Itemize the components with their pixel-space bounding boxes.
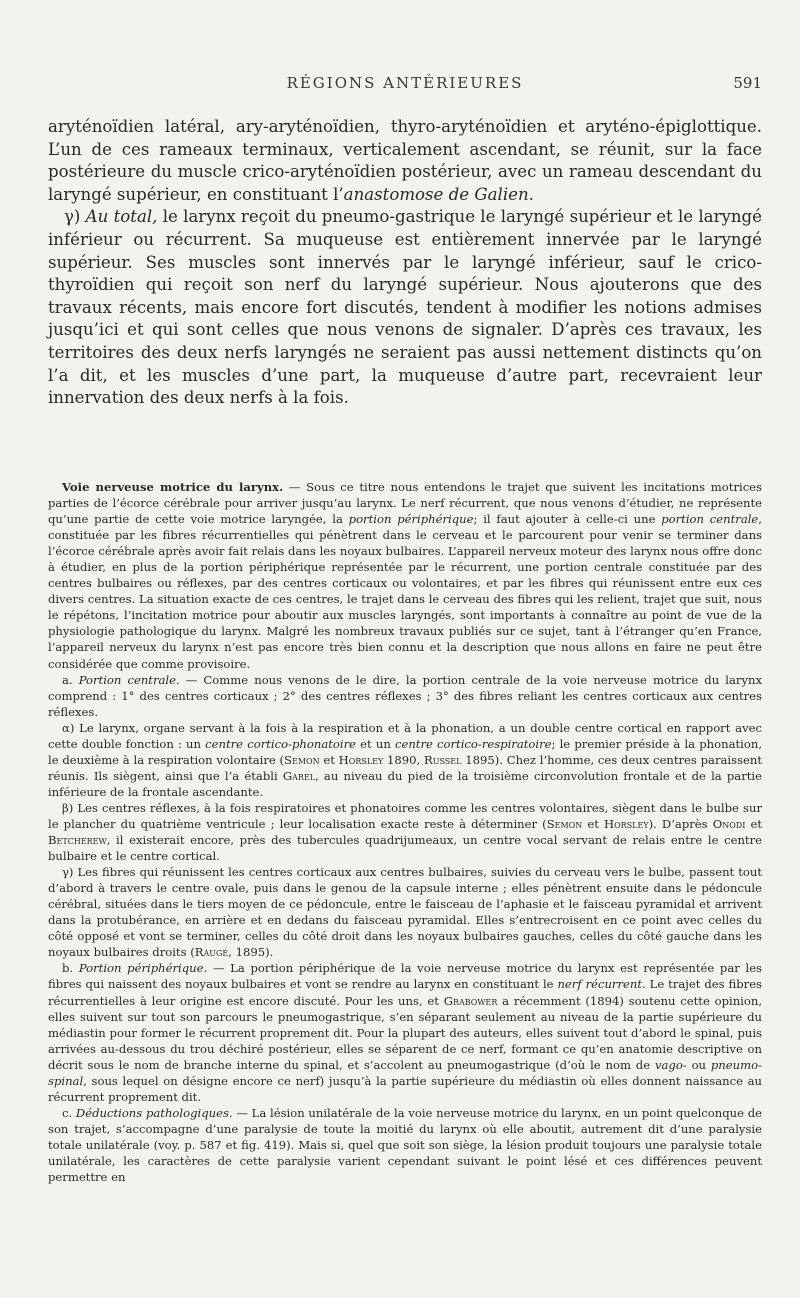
author-name: Semon <box>546 816 583 831</box>
subsection-title: Déductions pathologiques <box>75 1105 229 1120</box>
text-run: ou <box>686 1057 711 1072</box>
item-marker: c. <box>62 1105 76 1120</box>
running-head: RÉGIONS ANTÉRIEURES <box>286 74 524 92</box>
main-text <box>48 116 762 410</box>
text-run: γ) Les fibres qui réunissent les centres corticaux aux centres bulbaires, suivies du cerveau vers le bulbe, passent tout d’abord à travers le centre ovale, puis dans le genou de la capsule interne ; elles pénètrent ensuite dans le pédoncule cérébral, situées dans le tiers moyen de ce pédoncule, entre le faisceau de l’aphasie et le faisceau pyramidal et arrivent dans la protubérance, en arrière et en dedans du faisceau pyramidal. Elles s’entrecroisent en ce point avec celles du côté opposé et vont se terminer, celles du côté droit dans les noyaux bulbaires gauches, celles du côté gauche dans les noyaux bulbaires droits ( <box>48 865 762 960</box>
note-gamma <box>48 864 762 960</box>
text-run: , il existerait encore, près des tubercules quadrijumeaux, un centre vocal servant de relais entre le centre bulbaire et le centre cortical. <box>48 833 762 864</box>
text-run: ; il faut ajouter à celle-ci une <box>473 512 662 527</box>
text-run: et <box>745 816 762 831</box>
paragraph-anastomose <box>48 116 762 206</box>
text-run: le larynx reçoit du pneumo-gastrique le laryngé supérieur et le laryngé inférieur ou récurrent. Sa muqueuse est entièrement innervée par le laryngé supérieur. Ses muscles sont innervés par le laryngé inférieur, sauf le crico-thyroïdien qui reçoit son nerf du laryngé supérieur. Nous ajouterons que des travaux récents, mais encore fort discutés, tendent à modifier les notions admises jusqu’ici et qui sont celles que nous venons de signaler. D’après ces travaux, les territoires des deux nerfs laryngés ne seraient pas aussi nettement distincts qu’on l’a dit, et les muscles d’une part, la muqueuse d’autre part, recevraient leur innervation des deux nerfs à la fois. <box>48 207 762 408</box>
subsection-title: Portion centrale <box>78 672 176 687</box>
text-run: β) Les centres réflexes, à la fois respiratoires et phonatoires comme les centres volontaires, siègent dans le bulbe sur le plancher du quatrième ventricule ; leur localisation exacte reste à déterminer ( <box>48 800 762 831</box>
term-emphasis: vago- <box>654 1057 687 1072</box>
note-voie-nerveuse <box>48 479 762 672</box>
page-number: 591 <box>733 74 762 92</box>
item-marker: b. <box>62 961 79 976</box>
author-name: Grabower <box>443 993 498 1008</box>
page-header <box>48 74 762 96</box>
item-marker: a. <box>62 672 79 687</box>
paragraph-au-total <box>48 206 762 409</box>
text-run: ). D’après <box>648 816 713 831</box>
subsection-title: Portion périphérique <box>78 961 204 976</box>
text-run: et <box>319 752 339 767</box>
author-name: Onodi <box>712 816 746 831</box>
note-beta <box>48 800 762 864</box>
author-name: Russel <box>424 752 462 767</box>
text-run: ; le premier préside à la phonation, le deuxième à la respiration volontaire ( <box>48 736 763 767</box>
note-alpha <box>48 720 762 800</box>
note-deductions <box>48 1105 762 1185</box>
text-run: , au niveau du pied de la troisième circonvolution frontale et de la partie inférieure de la frontale ascendante. <box>48 768 762 799</box>
note-portion-centrale <box>48 672 762 720</box>
author-name: Betcherew <box>48 833 107 848</box>
item-marker: γ) <box>64 207 86 227</box>
text-run: , 1895). <box>228 945 274 960</box>
text-run: — Sous ce titre nous entendons le trajet que suivent les incitations motrices parties de l’écorce cérébrale pour arriver jusqu’au larynx. Le nerf récurrent, que nous venons d’étudier, ne représente qu’une partie de cette voie motrice laryngée, la <box>48 480 762 527</box>
term-emphasis: pneumo-spinal <box>48 1057 762 1088</box>
author-name: Horsley <box>604 816 649 831</box>
text-run: . — La lésion unilatérale de la voie nerveuse motrice du larynx, en un point quelconque de son trajet, s’accompagne d’une paralysie de toute la moitié du larynx où elle aboutit, autrement dit d’une paralysie totale unilatérale (voy. p. 587 et fig. 419). Mais si, quel que soit son siège, la lésion produit toujours une paralysie totale unilatérale, les caractères de cette paralysie varient cependant suivant le point lésé et ces différences peuvent permettre en <box>48 1105 762 1185</box>
text-run: . — La portion périphérique de la voie nerveuse motrice du larynx est représentée par les fibres qui naissent des noyaux bulbaires et vont se rendre au larynx en constituant le <box>48 961 762 992</box>
term-emphasis: portion périphérique <box>348 512 474 527</box>
text-run: et un <box>356 736 395 751</box>
text-run: aryténoïdien latéral, ary-aryténoïdien, thyro-aryténoïdien et aryténo-épiglottique. L’un de ces rameaux terminaux, verticalement ascendant, se réunit, sur la face postérieure du muscle crico-aryténoïdien postérieur, avec un rameau descendant du laryngé supérieur, en constituant l’ <box>48 117 762 204</box>
text-run: , constituée par les fibres récurrentielles qui pénètrent dans le cerveau et le parcourent pour venir se terminer dans l’écorce cérébrale après avoir fait relais dans les noyaux bulbaires. L’appareil nerveux moteur des larynx nous offre donc à étudier, en plus de la portion périphérique représentée par le récurrent, une portion centrale constituée par des centres bulbaires ou réflexes, par des centres corticaux ou volontaires, et par les fibres qui réunissent entre eux ces divers centres. La situation exacte de ces centres, le trajet dans le cerveau des fibres qui les relient, trajet que suit, nous le répétons, l’incitation motrice pour aboutir aux muscles laryngés, sont importants à connaître au point de vue de la physiologie pathologique du larynx. Malgré les nombreux travaux publiés sur ce sujet, tant à l’étranger qu’en France, l’appareil nerveux du larynx n’est pas encore très bien connu et la description que nous allons en faire ne peut être considérée que comme provisoire. <box>48 512 762 671</box>
text-run: . — Comme nous venons de le dire, la portion centrale de la voie nerveuse motrice du larynx comprend : 1° des centres corticaux ; 2° des centres réflexes ; 3° des fibres reliant les centres corticaux aux centres réflexes. <box>48 672 762 719</box>
term-emphasis: anastomose de Galien <box>343 184 529 204</box>
author-name: Horsley <box>338 752 384 767</box>
author-name: Semon <box>284 752 320 767</box>
text-run: . Le trajet des fibres récurrentielles à leur origine est encore discuté. Pour les uns, et <box>48 977 763 1008</box>
text-run: et <box>582 816 604 831</box>
term-emphasis: portion centrale <box>661 512 759 527</box>
text-run: . <box>528 184 534 204</box>
note-portion-peripherique <box>48 960 762 1104</box>
term-emphasis: centre cortico-respiratoire <box>394 736 552 751</box>
term-emphasis: nerf récurrent <box>557 977 643 992</box>
small-print-notes <box>48 479 762 1185</box>
author-name: Garel <box>282 768 316 783</box>
term-emphasis: centre cortico-phonatoire <box>205 736 356 751</box>
term-emphasis: Au total, <box>85 207 158 227</box>
text-run: α) Le larynx, organe servant à la fois à la respiration et à la phonation, a un double centre cortical en rapport avec cette double fonction : un <box>48 720 762 751</box>
text-run: , sous lequel on désigne encore ce nerf) jusqu’à la partie supérieure du médiastin où elles donnent naissance au récurrent proprement dit. <box>48 1073 762 1104</box>
section-title: Voie nerveuse motrice du larynx. <box>62 480 284 494</box>
author-name: Raugé <box>194 945 229 960</box>
text-run: 1890, <box>383 752 424 767</box>
text-run: a récemment (1894) soutenu cette opinion, elles suivent sur tout son parcours le pneumogastrique, s’en séparant seulement au niveau de la partie supérieure du médiastin pour former le récurrent proprement dit. Pour la plupart des auteurs, elles suivent tout d’abord le spinal, puis arrivées au-dessous du trou déchiré postérieur, elles se séparent de ce nerf, formant ce qu’en anatomie descriptive on décrit sous le nom de branche interne du spinal, et s’accolent au pneumogastrique (d’où le nom de <box>48 993 763 1072</box>
text-run: 1895). Chez l’homme, ces deux centres paraissent réunis. Ils siègent, ainsi que l’a établi <box>48 752 763 783</box>
